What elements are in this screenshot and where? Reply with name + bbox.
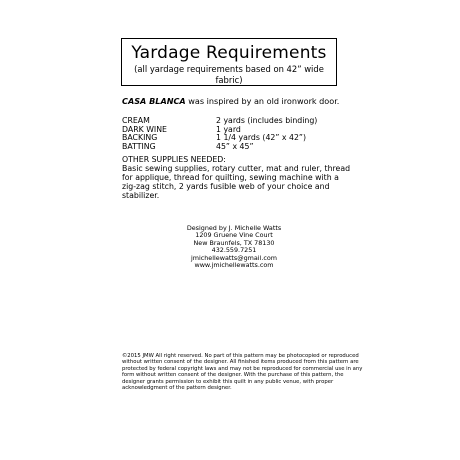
designer-email: jmichellewatts@gmail.com (190, 253, 278, 262)
designer-website: www.jmichellewatts.com (194, 261, 274, 270)
copyright-notice: ©2015 JMW All right reserved. No part of this pattern may be photocopied or reproduced without written consent of the designer. All finished items produced from this pattern are protected by federal copyright laws and may not be reproduced for commercial use in any form without written consent of the designer. With the purchase of this pattern, the designer grants permission to exhibit this quilt in any public venue, with proper acknowledgment of the pattern designer. (122, 353, 363, 392)
title-box (121, 38, 337, 86)
designer-city: New Braunfels, TX 78130 (193, 238, 275, 247)
fabric-name: BACKING (122, 133, 158, 143)
fabric-amount: 45” x 45” (216, 142, 254, 152)
designer-phone: 432.559.7251 (211, 246, 257, 255)
page-subtitle: (all yardage requirements based on 42” wide fabric) (134, 64, 324, 85)
fabric-amount: 2 yards (includes binding) (216, 116, 318, 125)
supplies-heading: OTHER SUPPLIES NEEDED: (122, 155, 226, 164)
designer-contact (150, 225, 318, 269)
yardage-list (122, 117, 317, 152)
intro-description: was inspired by an old ironwork door. (185, 96, 340, 106)
page-title: Yardage Requirements (131, 43, 327, 63)
fabric-amount: 1 yard (216, 124, 241, 134)
intro-text (122, 96, 339, 106)
supplies-text: Basic sewing supplies, rotary cutter, mat and ruler, thread for applique, thread for quilting, sewing machine with a zig-zag stitch, 2 yards fusible web of your choice and stabilizer. (122, 164, 351, 200)
designer-name: Designed by J. Michelle Watts (186, 224, 282, 232)
pattern-name: CASA BLANCA (122, 96, 186, 106)
fabric-name: BATTING (122, 142, 156, 152)
fabric-name: CREAM (122, 116, 150, 125)
fabric-name: DARK WINE (122, 124, 167, 134)
designer-street: 1209 Gruene Vine Court (195, 231, 273, 240)
supplies-section (122, 155, 354, 200)
yardage-row (122, 143, 317, 152)
fabric-amount: 1 1/4 yards (42” x 42”) (216, 133, 306, 143)
